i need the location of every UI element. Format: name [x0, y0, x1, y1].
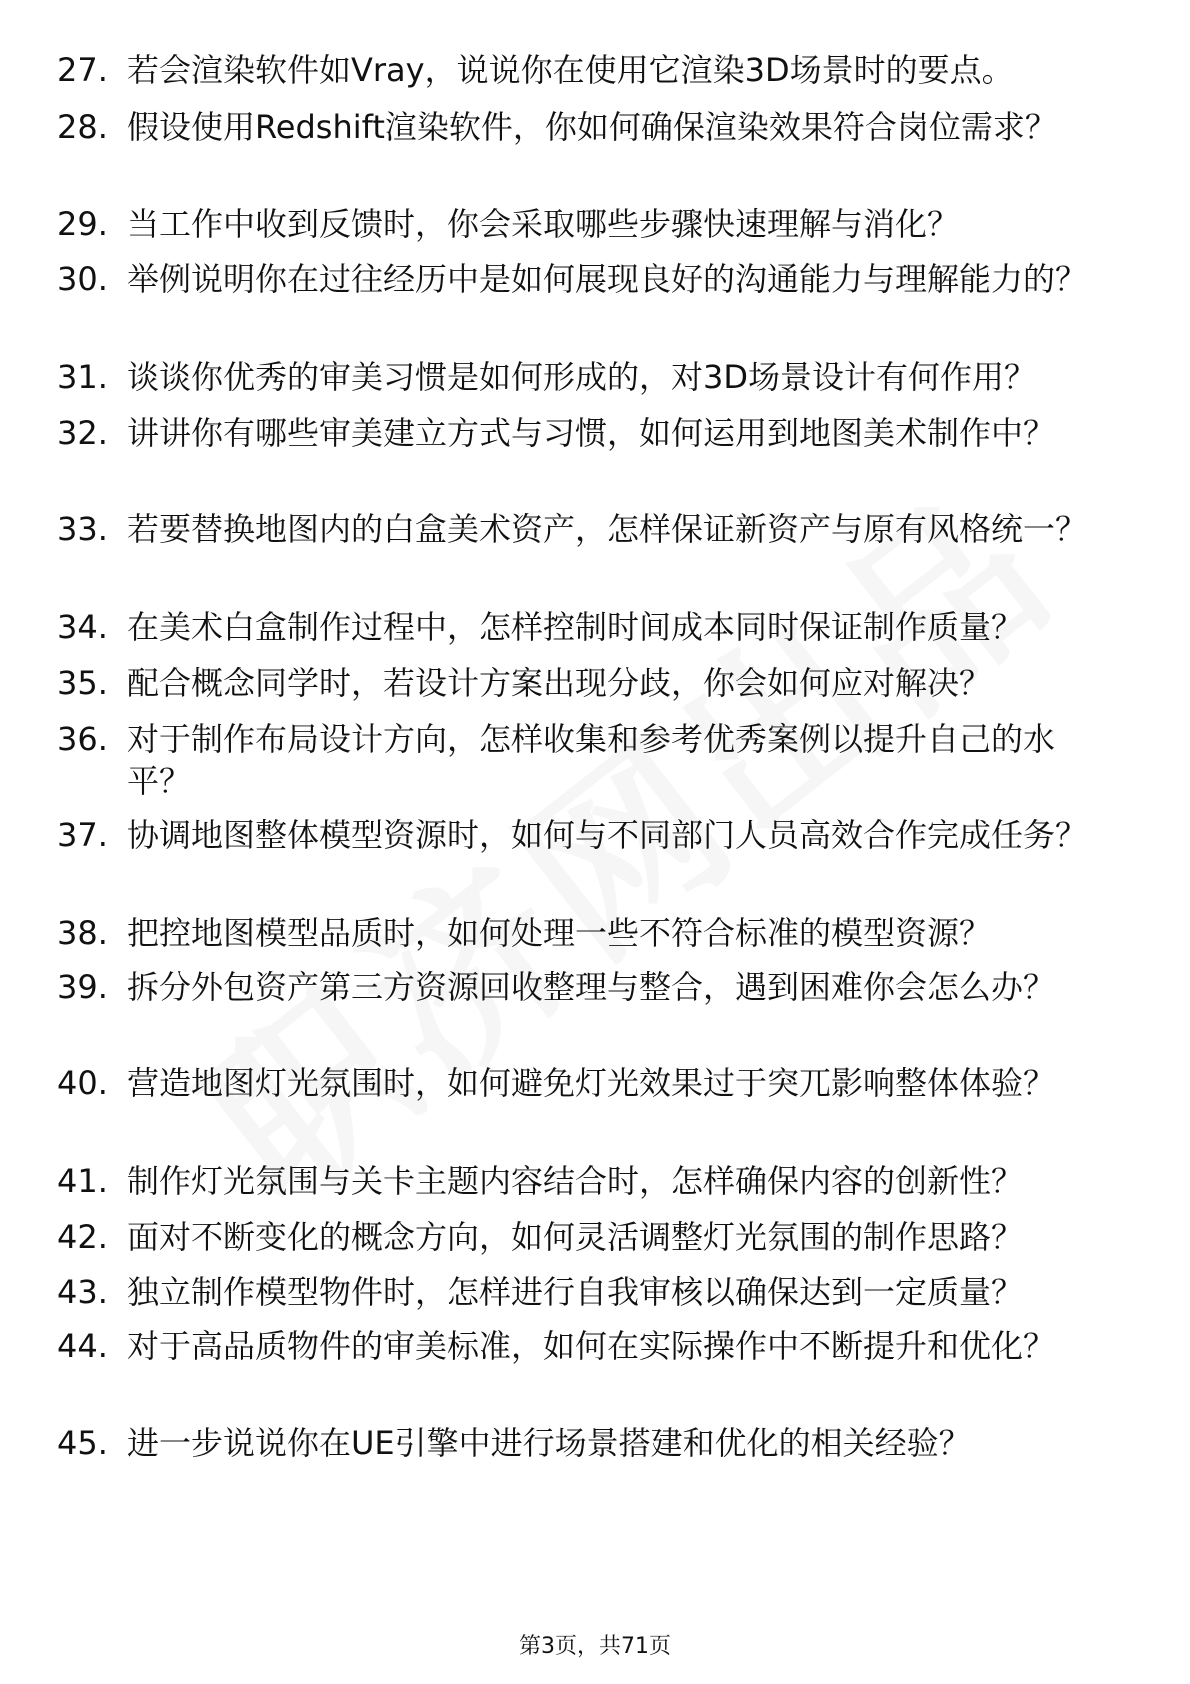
question-text: 对于高品质物件的审美标准，如何在实际操作中不断提升和优化？: [127, 1327, 1056, 1365]
question-text: 举例说明你在过往经历中是如何展现良好的沟通能力与理解能力的？: [127, 260, 1088, 298]
page-footer: 第3页，共71页: [519, 1634, 671, 1659]
question-number: 35.: [57, 664, 108, 702]
question-text: 进一步说说你在UE引擎中进行场景搭建和优化的相关经验？: [127, 1424, 971, 1462]
question-text: 假设使用Redshift渲染软件，你如何确保渲染效果符合岗位需求？: [127, 108, 1057, 146]
question-number: 38.: [57, 914, 108, 952]
question-number: 30.: [57, 260, 108, 298]
question-text: 配合概念同学时，若设计方案出现分歧，你会如何应对解决？: [127, 664, 992, 702]
question-text: 独立制作模型物件时，怎样进行自我审核以确保达到一定质量？: [127, 1273, 1024, 1311]
question-text: 制作灯光氛围与关卡主题内容结合时，怎样确保内容的创新性？: [127, 1162, 1024, 1200]
question-text: 营造地图灯光氛围时，如何避免灯光效果过于突兀影响整体体验？: [127, 1064, 1056, 1102]
question-number: 28.: [57, 108, 108, 146]
question-number: 27.: [57, 51, 108, 89]
question-text: 拆分外包资产第三方资源回收整理与整合，遇到困难你会怎么办？: [127, 968, 1056, 1006]
question-number: 40.: [57, 1064, 108, 1102]
question-number: 41.: [57, 1162, 108, 1200]
question-number: 31.: [57, 358, 108, 396]
question-number: 42.: [57, 1218, 108, 1256]
question-number: 33.: [57, 510, 108, 548]
question-number: 34.: [57, 608, 108, 646]
question-text: 讲讲你有哪些审美建立方式与习惯，如何运用到地图美术制作中？: [127, 414, 1056, 452]
question-text: 把控地图模型品质时，如何处理一些不符合标准的模型资源？: [127, 914, 992, 952]
question-number: 43.: [57, 1273, 108, 1311]
question-number: 44.: [57, 1327, 108, 1365]
question-text: 若要替换地图内的白盒美术资产，怎样保证新资产与原有风格统一？: [127, 510, 1088, 548]
question-number: 37.: [57, 816, 108, 854]
question-number: 36.: [57, 720, 108, 758]
question-text: 面对不断变化的概念方向，如何灵活调整灯光氛围的制作思路？: [127, 1218, 1024, 1256]
question-text: 对于制作布局设计方向，怎样收集和参考优秀案例以提升自己的水平？: [127, 720, 1056, 800]
question-text: 谈谈你优秀的审美习惯是如何形成的，对3D场景设计有何作用？: [127, 358, 1037, 396]
question-number: 32.: [57, 414, 108, 452]
question-text: 在美术白盒制作过程中，怎样控制时间成本同时保证制作质量？: [127, 608, 1024, 646]
question-number: 29.: [57, 205, 108, 243]
question-text: 当工作中收到反馈时，你会采取哪些步骤快速理解与消化？: [127, 205, 960, 243]
question-number: 45.: [57, 1424, 108, 1462]
question-number: 39.: [57, 968, 108, 1006]
question-text: 协调地图整体模型资源时，如何与不同部门人员高效合作完成任务？: [127, 816, 1088, 854]
question-text: 若会渲染软件如Vray，说说你在使用它渲染3D场景时的要点。: [127, 51, 1014, 89]
